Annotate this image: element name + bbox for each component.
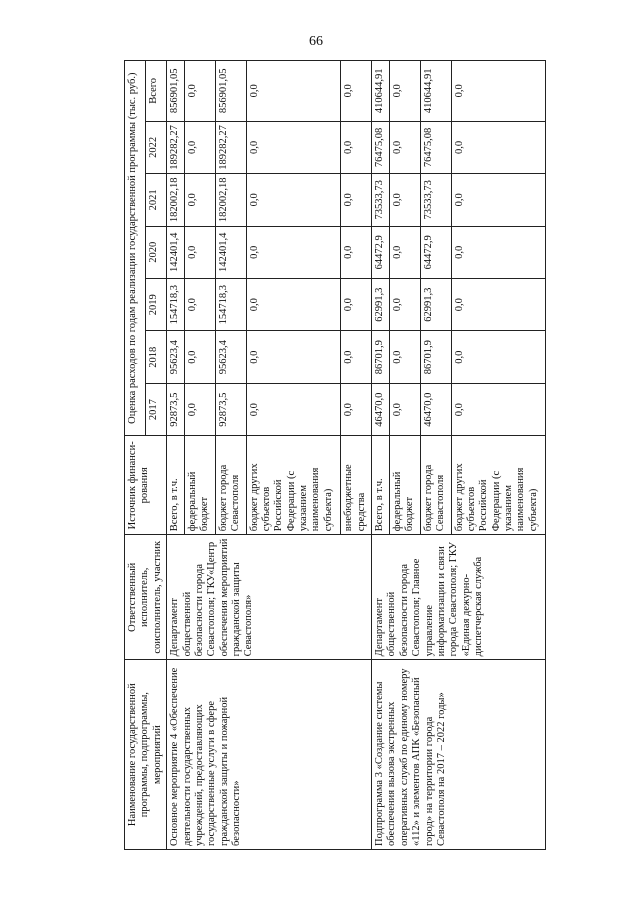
value-cell: 0,0 [341, 331, 372, 383]
value-cell: 76475,08 [372, 121, 390, 173]
value-cell: 0,0 [246, 279, 341, 331]
header-year: 2018 [146, 331, 167, 383]
value-cell: 0,0 [451, 279, 546, 331]
value-cell: 0,0 [341, 121, 372, 173]
value-cell: 0,0 [185, 226, 216, 278]
activity-name: Основное мероприятие 4 «Обеспечение деятельности государственных учреждений, предоставляющих государственные услуги в сфере гражданской защиты и пожарной безопасности» [167, 660, 372, 850]
value-cell: 64472,9 [372, 226, 390, 278]
value-cell: 64472,9 [420, 226, 451, 278]
funding-source: бюджет города Севастополя [215, 436, 246, 535]
value-cell: 76475,08 [420, 121, 451, 173]
header-executor: Ответственный исполнитель, соисполнитель, участник [125, 535, 167, 660]
value-cell: 0,0 [246, 331, 341, 383]
value-cell: 154718,3 [167, 279, 185, 331]
table-row [372, 61, 390, 850]
value-cell: 0,0 [341, 226, 372, 278]
value-cell: 0,0 [451, 121, 546, 173]
value-cell: 86701,9 [372, 331, 390, 383]
value-cell: 0,0 [451, 226, 546, 278]
value-cell: 0,0 [341, 279, 372, 331]
value-cell: 0,0 [390, 174, 421, 226]
subprogram-name: Подпрограмма 3 «Создание системы обеспечения вызова экстренных оперативных служб по единому номеру «112» и элементов АПК «Безопасный город» на территории города Севастополя на 2017 – 2022 годы» [372, 660, 546, 850]
header-year: 2019 [146, 279, 167, 331]
funding-source: федеральный бюджет [185, 436, 216, 535]
funding-source: бюджет других субъектов Российской Федерации (с указанием наименования субъекта) [246, 436, 341, 535]
value-cell: 142401,4 [167, 226, 185, 278]
value-cell: 46470,0 [420, 383, 451, 435]
value-cell: 0,0 [185, 174, 216, 226]
header-year: 2020 [146, 226, 167, 278]
value-cell: 0,0 [185, 383, 216, 435]
value-cell: 142401,4 [215, 226, 246, 278]
page-number: 66 [309, 34, 323, 49]
header-name: Наименование государственной программы, подпрограммы, мероприятий [125, 660, 167, 850]
value-cell: 182002,18 [167, 174, 185, 226]
total-cell: 856901,05 [167, 61, 185, 122]
total-cell: 0,0 [451, 61, 546, 122]
value-cell: 0,0 [390, 226, 421, 278]
value-cell: 0,0 [390, 279, 421, 331]
value-cell: 0,0 [185, 279, 216, 331]
value-cell: 0,0 [246, 383, 341, 435]
activity-executor: Департамент общественной безопасности города Севастополя; ГКУ«Центр обеспечения мероприятий гражданской защиты Севастополя» [167, 535, 372, 660]
header-year: 2021 [146, 174, 167, 226]
funding-source: внебюджетные средства [341, 436, 372, 535]
total-cell: 410644,91 [372, 61, 390, 122]
rotated-table-wrapper [124, 60, 539, 850]
value-cell: 0,0 [341, 383, 372, 435]
header-source: Источник финанси-рования [125, 436, 167, 535]
value-cell: 0,0 [185, 121, 216, 173]
value-cell: 62991,3 [372, 279, 390, 331]
header-year: 2022 [146, 121, 167, 173]
value-cell: 189282,27 [167, 121, 185, 173]
value-cell: 0,0 [246, 121, 341, 173]
value-cell: 189282,27 [215, 121, 246, 173]
value-cell: 0,0 [451, 383, 546, 435]
value-cell: 0,0 [246, 226, 341, 278]
value-cell: 0,0 [185, 331, 216, 383]
budget-table [124, 60, 546, 850]
funding-source: Всего, в т.ч. [167, 436, 185, 535]
total-cell: 0,0 [246, 61, 341, 122]
value-cell: 92873,5 [215, 383, 246, 435]
value-cell: 0,0 [451, 174, 546, 226]
funding-source: федеральный бюджет [390, 436, 421, 535]
value-cell: 95623,4 [167, 331, 185, 383]
value-cell: 0,0 [390, 331, 421, 383]
value-cell: 46470,0 [372, 383, 390, 435]
table-row [167, 61, 185, 850]
header-year: 2017 [146, 383, 167, 435]
total-cell: 0,0 [185, 61, 216, 122]
value-cell: 154718,3 [215, 279, 246, 331]
value-cell: 95623,4 [215, 331, 246, 383]
total-cell: 856901,05 [215, 61, 246, 122]
total-cell: 410644,91 [420, 61, 451, 122]
value-cell: 92873,5 [167, 383, 185, 435]
total-cell: 0,0 [390, 61, 421, 122]
value-cell: 0,0 [451, 331, 546, 383]
value-cell: 62991,3 [420, 279, 451, 331]
value-cell: 0,0 [390, 121, 421, 173]
value-cell: 0,0 [390, 383, 421, 435]
total-cell: 0,0 [341, 61, 372, 122]
funding-source: Всего, в т.ч. [372, 436, 390, 535]
value-cell: 0,0 [246, 174, 341, 226]
header-total: Всего [146, 61, 167, 122]
value-cell: 182002,18 [215, 174, 246, 226]
subprogram-executor: Департамент общественной безопасности города Севастополя; Главное управление информатизации и связи города Севастополя; ГКУ «Единая дежурно-диспетчерская служба [372, 535, 546, 660]
value-cell: 0,0 [341, 174, 372, 226]
value-cell: 73533,73 [372, 174, 390, 226]
header-expenses-group: Оценка расходов по годам реализации государственной программы (тыс. руб.) [125, 61, 146, 436]
value-cell: 86701,9 [420, 331, 451, 383]
funding-source: бюджет других субъектов Российской Федерации (с указанием наименования субъекта) [451, 436, 546, 535]
value-cell: 73533,73 [420, 174, 451, 226]
funding-source: бюджет города Севастополя [420, 436, 451, 535]
